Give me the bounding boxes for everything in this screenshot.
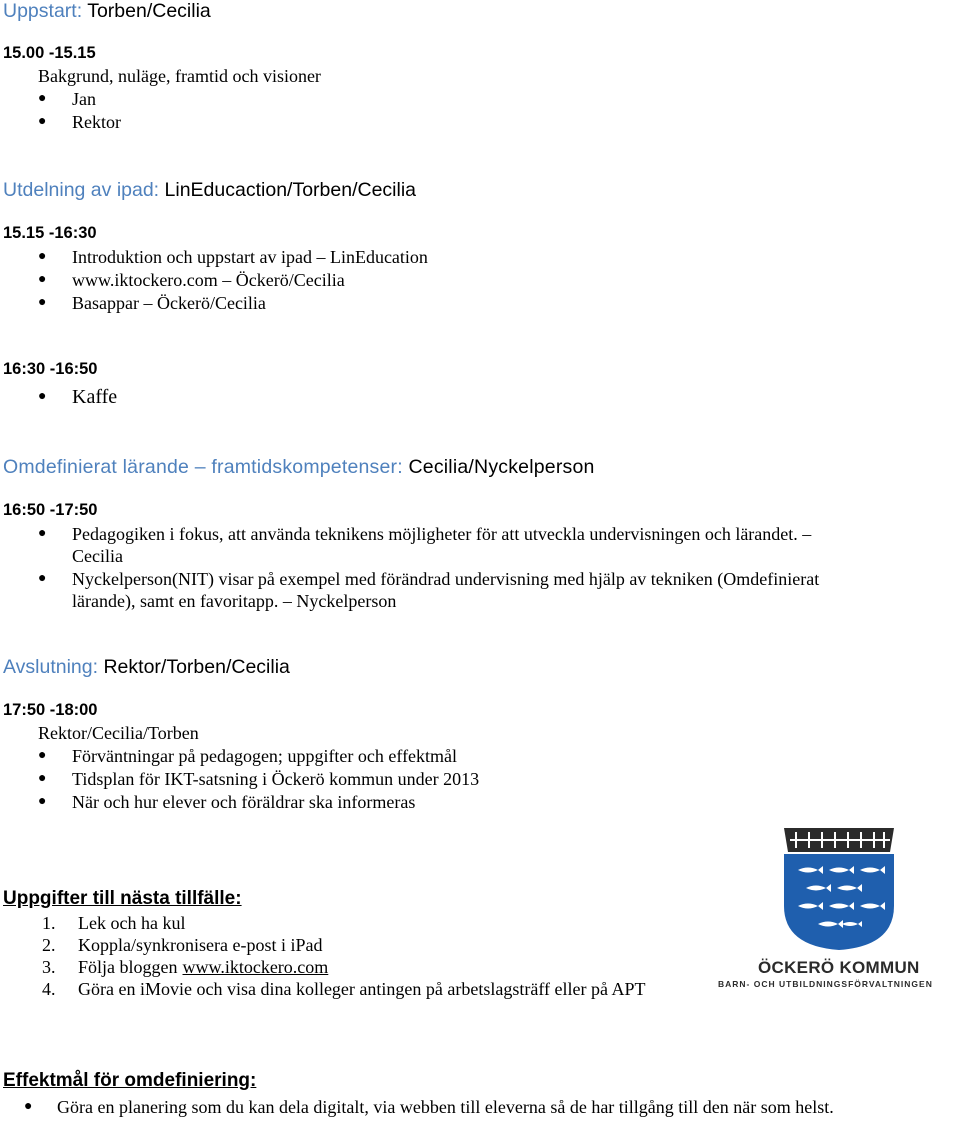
list-item: ● Göra en planering som du kan dela digitalt, via webben till eleverna så de har tillgång till den när som helst. — [24, 1097, 834, 1117]
bullet-list-2 — [0, 246, 960, 315]
section-label: Omdefinierat lärande – framtidskompetenser: — [3, 456, 403, 478]
list-item: 1. Lek och ha kul — [42, 913, 186, 933]
section-label: Utdelning av ipad: — [3, 179, 160, 201]
bullet-list-5 — [0, 745, 960, 814]
ockero-kommun-logo — [714, 826, 960, 996]
logo-subtitle: BARN- OCH UTBILDNINGSFÖRVALTNINGEN — [718, 979, 933, 989]
time-slot-5: 17:50 -18:00 — [3, 701, 98, 719]
list-item: ● Förväntningar på pedagogen; uppgifter och effektmål — [38, 746, 458, 766]
time-slot-3: 16:30 -16:50 — [3, 360, 98, 378]
tasks-heading: Uppgifter till nästa tillfälle: — [3, 888, 242, 909]
bullet-list-3 — [0, 384, 960, 410]
section-omdefinierat-heading — [3, 456, 595, 478]
list-item: ● Basappar – Öckerö/Cecilia — [38, 293, 266, 313]
list-item: ● Nyckelperson(NIT) visar på exempel med förändrad undervisning med hjälp av tekniken (Omdefinierat lärande), samt en favoritapp. – Nyckelperson — [38, 569, 820, 611]
list-item: ● Kaffe — [38, 386, 118, 408]
list-item: ● Tidsplan för IKT-satsning i Öckerö kommun under 2013 — [38, 769, 480, 789]
logo-name: ÖCKERÖ KOMMUN — [758, 958, 920, 977]
list-item: 3. Följa bloggen www.iktockero.com — [42, 957, 329, 977]
section-uppstart-heading — [3, 0, 211, 22]
time-slot-2: 15.15 -16:30 — [3, 224, 97, 242]
list-item: 2. Koppla/synkronisera e-post i iPad — [42, 935, 323, 955]
section-utdelning-heading — [3, 179, 416, 201]
list-item: ● Rektor — [38, 112, 121, 132]
list-item: ● Pedagogiken i fokus, att använda teknikens möjligheter för att utveckla undervisningen och lärandet. – Cecilia — [38, 524, 812, 566]
section-people: Rektor/Torben/Cecilia — [103, 656, 290, 678]
list-item: 4. Göra en iMovie och visa dina kolleger antingen på arbetslagsträff eller på APT — [42, 979, 646, 999]
goals-heading: Effektmål för omdefiniering: — [3, 1070, 257, 1091]
list-item: ● När och hur elever och föräldrar ska informeras — [38, 792, 416, 812]
section-avslutning-heading — [3, 656, 290, 678]
bullet-list-4 — [0, 523, 960, 613]
time-slot-1: 15.00 -15.15 — [3, 44, 96, 62]
section-label: Avslutning: — [3, 656, 99, 678]
section-intro: Rektor/Cecilia/Torben — [38, 723, 199, 743]
section-people: LinEducaction/Torben/Cecilia — [164, 179, 417, 201]
section-people: Torben/Cecilia — [87, 0, 211, 22]
section-intro: Bakgrund, nuläge, framtid och visioner — [38, 66, 321, 86]
tasks-list — [0, 912, 700, 1022]
list-item: ● Introduktion och uppstart av ipad – LinEducation — [38, 247, 428, 267]
section-label: Uppstart: — [3, 0, 83, 22]
bullet-list-1 — [0, 88, 960, 134]
list-item: ● www.iktockero.com – Öckerö/Cecilia — [38, 270, 345, 290]
list-item: ● Jan — [38, 89, 96, 109]
goals-list — [0, 1096, 960, 1140]
section-people: Cecilia/Nyckelperson — [408, 456, 595, 478]
blog-link[interactable]: www.iktockero.com — [182, 957, 329, 977]
time-slot-4: 16:50 -17:50 — [3, 501, 98, 519]
